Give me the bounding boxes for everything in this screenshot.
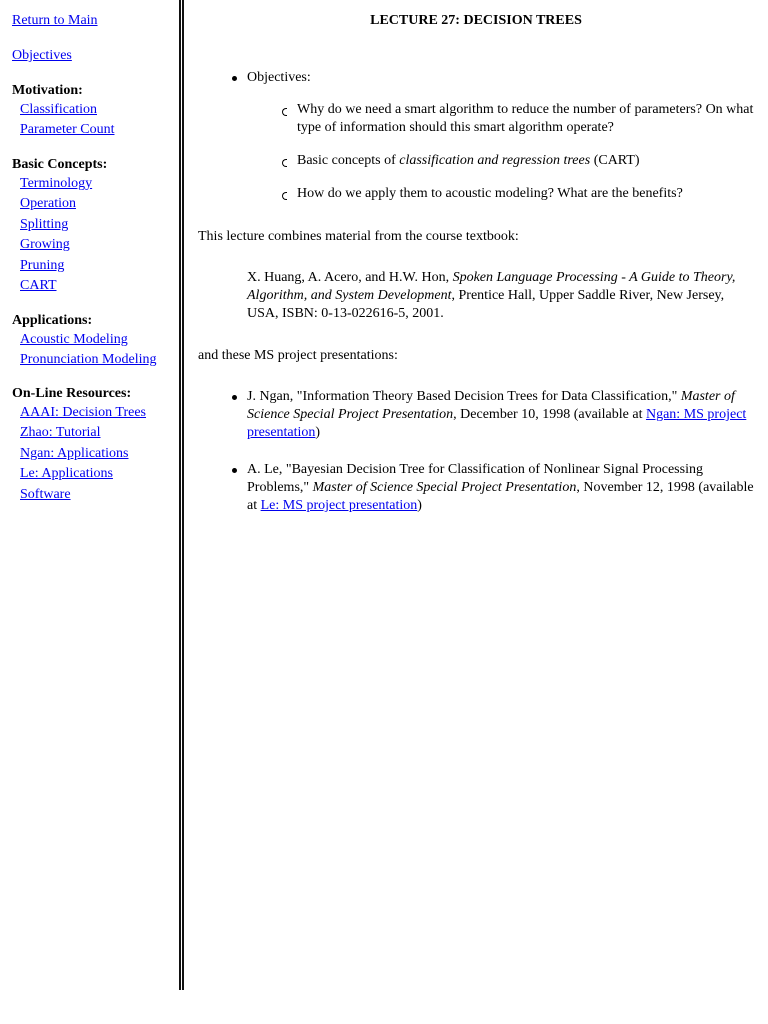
sidebar-section-title: Motivation: [12,83,83,98]
reference-prefix: A. Le, "Bayesian Decision Tree for Classification of Nonlinear Signal Processing Problems," [247,462,703,495]
reference-text [247,388,759,442]
sidebar-item-cart[interactable]: CART [20,277,57,293]
reference-middle: , November 12, 1998 (available at [247,480,754,513]
objective-text-prefix: Basic concepts of [297,153,400,168]
objective-text-italic: classification and regression trees [399,153,591,168]
sidebar-item-terminology[interactable]: Terminology [20,176,93,191]
sidebar-section-online-resources [12,385,146,505]
reference-text [247,461,759,515]
objective-text: Why do we need a smart algorithm to reduce the number of parameters? On what type of information should this smart algorithm operate? [297,102,754,135]
presentations-intro: and these MS project presentations: [198,348,398,363]
reference-middle: , December 10, 1998 (available at [453,407,646,422]
page-title: LECTURE 27: DECISION TREES [370,13,582,28]
textbook-citation [247,269,747,323]
citation-authors: X. Huang, A. Acero, and H.W. Hon, [247,270,453,285]
sidebar-item-operation[interactable]: Operation [20,196,76,212]
objective-text: How do we apply them to acoustic modeling? What are the benefits? [297,186,683,201]
sidebar-nav [0,0,178,990]
sidebar-item-parameter-count[interactable]: Parameter Count [20,122,115,138]
sidebar-section-basic-concepts [12,156,107,296]
sidebar-item-pronunciation-modeling[interactable]: Pronunciation Modeling [20,352,157,368]
sidebar-item-pruning[interactable]: Pruning [20,257,65,273]
le-ms-presentation-link[interactable]: Le: MS project presentation [260,498,418,513]
sidebar-item-growing[interactable]: Growing [20,237,70,253]
sidebar-section-title: Applications: [12,313,93,328]
sidebar-item-classification[interactable]: Classification [20,102,97,117]
bullet-icon [232,395,237,400]
sidebar-item-ngan-applications[interactable]: Ngan: Applications [20,445,129,461]
sidebar-item-le-applications[interactable]: Le: Applications [20,466,113,482]
ngan-ms-presentation-link[interactable]: Ngan: MS project presentation [247,407,747,440]
sidebar-item-acoustic-modeling[interactable]: Acoustic Modeling [20,332,128,347]
reference-prefix: J. Ngan, "Information Theory Based Decision Trees for Data Classification," [247,389,681,404]
objectives-link[interactable]: Objectives [12,48,72,63]
reference-suffix: ) [315,425,321,440]
sidebar-section-title: On-Line Resources: [12,386,132,401]
sub-bullet-icon [282,159,287,167]
return-to-main-link[interactable]: Return to Main [12,13,98,28]
sidebar-item-zhao-tutorial[interactable]: Zhao: Tutorial [20,425,101,441]
objectives-label: Objectives: [247,70,311,85]
sidebar-section-title: Basic Concepts: [12,157,108,172]
sidebar-item-software[interactable]: Software [20,486,71,502]
sidebar-item-aaai-decision-trees[interactable]: AAAI: Decision Trees [20,405,146,420]
sub-bullet-icon [282,192,287,200]
sidebar-section-motivation [12,82,114,141]
sidebar-section-applications [12,312,157,371]
bullet-icon [232,76,237,81]
bullet-icon [232,468,237,473]
objective-text [297,152,757,170]
objective-text-suffix: (CART) [590,153,640,168]
reference-italic: Master of Science Special Project Presentation [312,480,577,495]
sidebar-item-splitting[interactable]: Splitting [20,216,69,232]
frame-divider-highlight [181,0,182,990]
reference-suffix: ) [417,498,422,513]
textbook-intro: This lecture combines material from the course textbook: [198,229,519,244]
reference-italic: Master of Science Special Project Presentation [247,389,735,422]
sub-bullet-icon [282,108,287,116]
citation-publisher: , Prentice Hall, Upper Saddle River, New Jersey, USA, ISBN: 0-13-022616-5, 2001. [247,288,725,321]
citation-book-title: Spoken Language Processing - A Guide to Theory, Algorithm, and System Development [247,270,736,303]
